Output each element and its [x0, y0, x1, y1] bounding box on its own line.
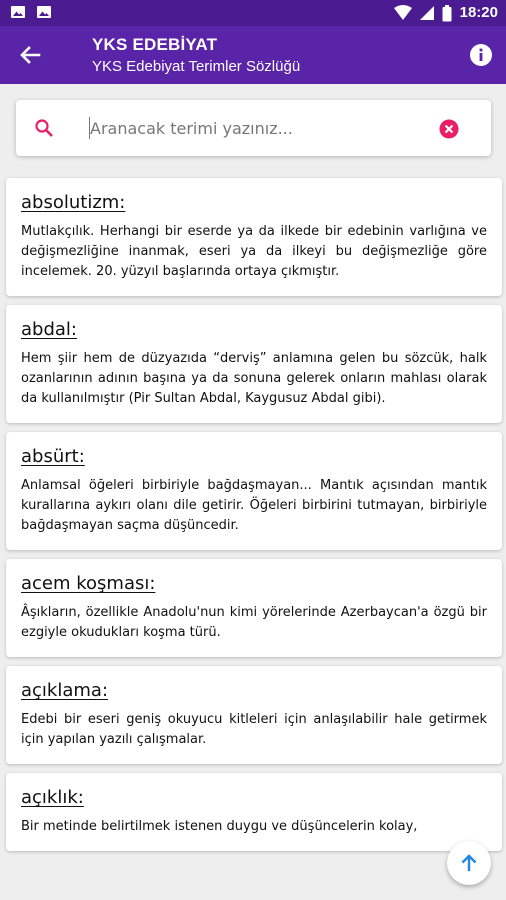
term-definition: Âşıkların, özellikle Anadolu'nun kimi yörelerinde Azerbaycan'a özgü bir ezgiyle okudukları koşma türü. — [21, 605, 487, 640]
term-card[interactable] — [6, 666, 502, 764]
app-bar — [0, 26, 506, 84]
clear-icon — [439, 119, 459, 139]
image-icon — [10, 4, 26, 20]
status-time: 18:20 — [459, 4, 498, 21]
term-title: açıklık: — [21, 787, 84, 808]
info-button[interactable] — [468, 42, 494, 68]
term-card[interactable] — [6, 305, 502, 423]
search-bar — [16, 100, 491, 156]
back-button[interactable] — [14, 40, 46, 70]
term-list — [6, 178, 502, 860]
term-definition: Bir metinde belirtilmek istenen duygu ve düşüncelerin kolay, — [21, 819, 418, 834]
term-definition: Edebi bir eseri geniş okuyucu kitleleri için anlaşılabilir hale getirmek için yapılan yazılı çalışmalar. — [21, 712, 487, 747]
term-definition: Mutlakçılık. Herhangi bir eserde ya da ilkede bir edebinin varlığına ve değişmezliğine inanmak, eseri ya da ilkeyi bu değişmezliğe göre incelemek. 20. yüzyıl başlarında ortaya çıkmıştır. — [21, 224, 487, 279]
app-subtitle: YKS Edebiyat Terimler Sözlüğü — [92, 58, 301, 75]
arrow-back-icon — [19, 45, 41, 65]
term-title: abdal: — [21, 319, 77, 340]
search-input[interactable] — [90, 114, 420, 142]
info-icon — [468, 42, 494, 68]
arrow-up-icon — [459, 853, 479, 873]
term-card[interactable] — [6, 432, 502, 550]
battery-icon — [442, 5, 452, 22]
signal-icon — [420, 5, 434, 21]
term-card[interactable] — [6, 178, 502, 296]
term-title: acem koşması: — [21, 573, 156, 594]
term-title: absolutizm: — [21, 192, 126, 213]
term-card[interactable] — [6, 773, 502, 851]
term-definition: Anlamsal öğeleri birbiriyle bağdaşmayan... Mantık açısından mantık kurallarına aykırı olanı dile getirir. Öğeleri birbirini tutmayan, birbiriyle bağdaşmayan saçma düşüncedir. — [21, 478, 487, 533]
wifi-icon — [394, 5, 412, 21]
image-icon — [36, 4, 52, 20]
term-title: absürt: — [21, 446, 85, 467]
search-icon — [34, 118, 54, 138]
status-bar — [0, 0, 506, 26]
term-card[interactable] — [6, 559, 502, 657]
clear-search-button[interactable] — [439, 119, 459, 139]
scroll-to-top-button[interactable] — [447, 841, 491, 885]
term-definition: Hem şiir hem de düzyazıda “derviş” anlamına gelen bu sözcük, halk ozanlarının adının başına ya da sonuna gelerek onların mahlası olarak da kullanılmıştır (Pir Sultan Abdal, Kaygusuz Abdal gibi). — [21, 351, 487, 406]
term-title: açıklama: — [21, 680, 109, 701]
app-title: YKS EDEBİYAT — [92, 35, 218, 54]
